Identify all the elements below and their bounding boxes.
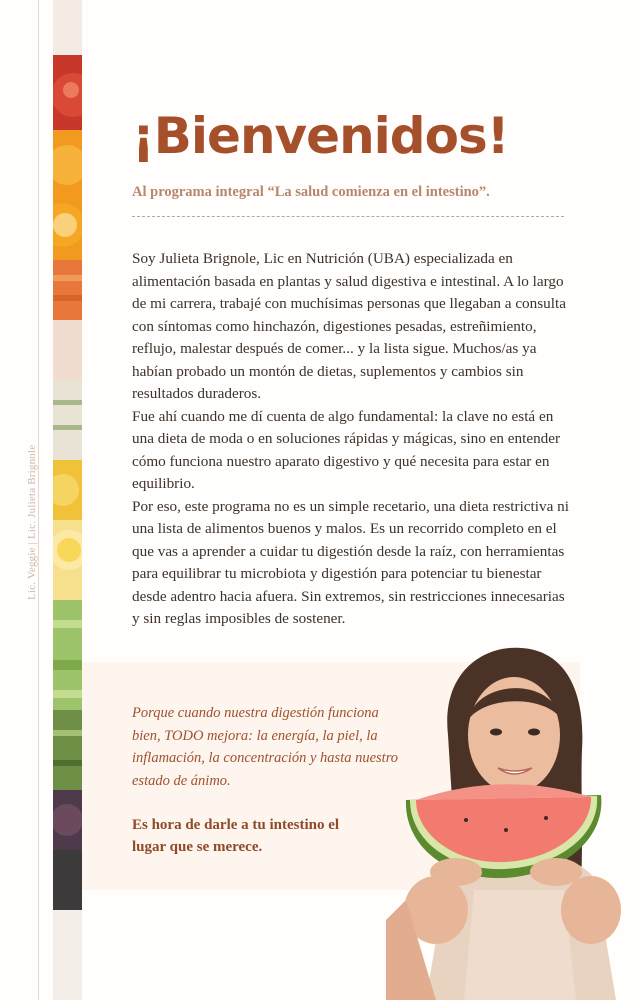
highlight-quote: Porque cuando nuestra digestión funciona bien, TODO mejora: la energía, la piel, la inflamación, la concentración y hasta nuestro estado de ánimo.: [132, 705, 399, 789]
intro-text: [132, 248, 572, 631]
woman-holding-watermelon-photo: [386, 640, 640, 1000]
dashed-divider: [132, 216, 564, 217]
paragraph: Fue ahí cuando me dí cuenta de algo fundamental: la clave no está en una dieta de moda o en soluciones rápidas y mágicas, sino en entender cómo funciona nuestro aparato digestivo y qué necesita para estar en equilibrio.: [132, 407, 561, 492]
sidebar-caption: Lic. Veggie | Lic. Julieta Brignole: [26, 444, 38, 600]
call-to-action-text: Es hora de darle a tu intestino el lugar que se merece.: [132, 817, 340, 855]
sidebar-vertical-text: [14, 420, 54, 600]
vegetables-strip-image: [53, 0, 82, 1000]
paragraph: Por eso, este programa no es un simple recetario, una dieta restrictiva ni una lista de alimentos buenos y malos. Es un recorrido completo en el que vas a aprender a cuidar tu digestión desde la raíz, con herramientas para equilibrar tu microbiota y digestión para potenciar tu bienestar desde adentro hacia afuera. Sin extremos, sin restricciones innecesarias y sin reglas imposibles de sostener.: [132, 497, 569, 627]
page-subtitle: Al programa integral “La salud comienza en el intestino”.: [132, 184, 490, 200]
page-title: ¡Bienvenidos!: [132, 107, 509, 165]
paragraph: Soy Julieta Brignole, Lic en Nutrición (UBA) especializada en alimentación basada en plantas y salud digestiva e intestinal. A lo largo de mi carrera, trabajé con muchísimas personas que llegaban a consulta con síntomas como hinchazón, digestiones pesadas, estreñimiento, reflujo, malestar después de comer... y la lista sigue. Muchos/as ya habían probado un montón de dietas, suplementos y cambios sin resultados duraderos.: [132, 250, 566, 402]
